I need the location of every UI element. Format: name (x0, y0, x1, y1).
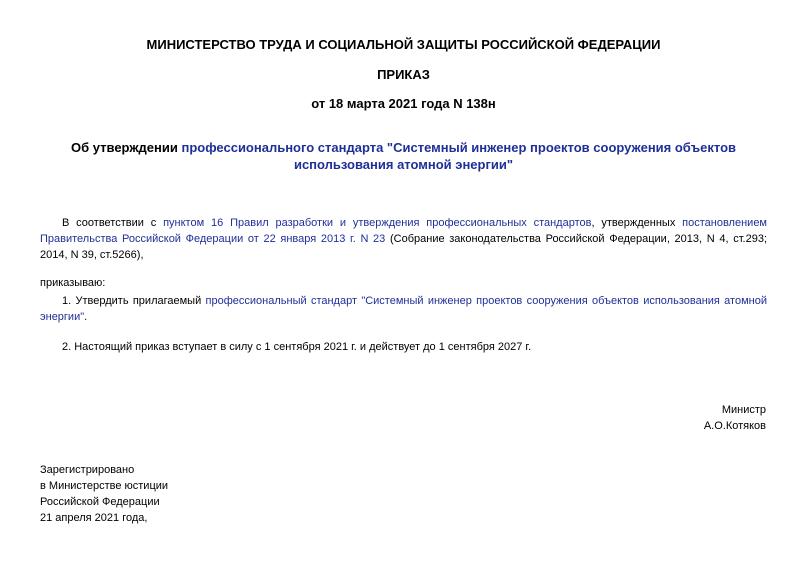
signature-block (704, 402, 766, 434)
basis-text-b: , утвержденных (591, 217, 683, 229)
registration-block (40, 462, 168, 526)
paragraph-basis (40, 215, 767, 263)
document-type: ПРИКАЗ (377, 67, 430, 82)
paragraph-item-1 (40, 293, 767, 325)
government-resolution-link[interactable]: постановлением Правительства Российской Федерации от 22 января 2013 г. N 23 (40, 217, 767, 245)
registration-line-4: 21 апреля 2021 года, (40, 512, 148, 524)
item-1-text-a: 1. Утвердить прилагаемый (62, 295, 206, 307)
professional-standard-link[interactable]: профессиональный стандарт "Системный инженер проектов сооружения объектов использования атомной энергии" (40, 295, 767, 323)
paragraph-item-2: 2. Настоящий приказ вступает в силу с 1 сентября 2021 г. и действует до 1 сентября 2027 г. (62, 341, 532, 353)
rules-point-16-link[interactable]: пунктом 16 Правил разработки и утверждения профессиональных стандартов (163, 217, 592, 229)
ministry-title: МИНИСТЕРСТВО ТРУДА И СОЦИАЛЬНОЙ ЗАЩИТЫ РОССИЙСКОЙ ФЕДЕРАЦИИ (146, 37, 661, 52)
item-1-text-b: . (84, 311, 88, 323)
basis-text-a: В соответствии с (62, 217, 164, 229)
subject-standard-link[interactable]: профессионального стандарта "Системный инженер проектов сооружения объектов использования атомной энергии" (181, 140, 736, 172)
registration-line-1: Зарегистрировано (40, 464, 135, 476)
document-date: от 18 марта 2021 года N 138н (311, 96, 496, 111)
paragraph-order: приказываю: (40, 277, 106, 289)
signature-title: Министр (721, 404, 766, 416)
signature-name: А.О.Котяков (703, 420, 766, 432)
basis-text-c: (Собрание законодательства Российской Федерации, 2013, N 4, ст.293; 2014, N 39, ст.5266), (40, 233, 768, 261)
subject-prefix: Об утверждении (71, 140, 182, 155)
registration-line-2: в Министерстве юстиции (40, 480, 169, 492)
document-subject (40, 139, 767, 173)
registration-line-3: Российской Федерации (40, 496, 160, 508)
